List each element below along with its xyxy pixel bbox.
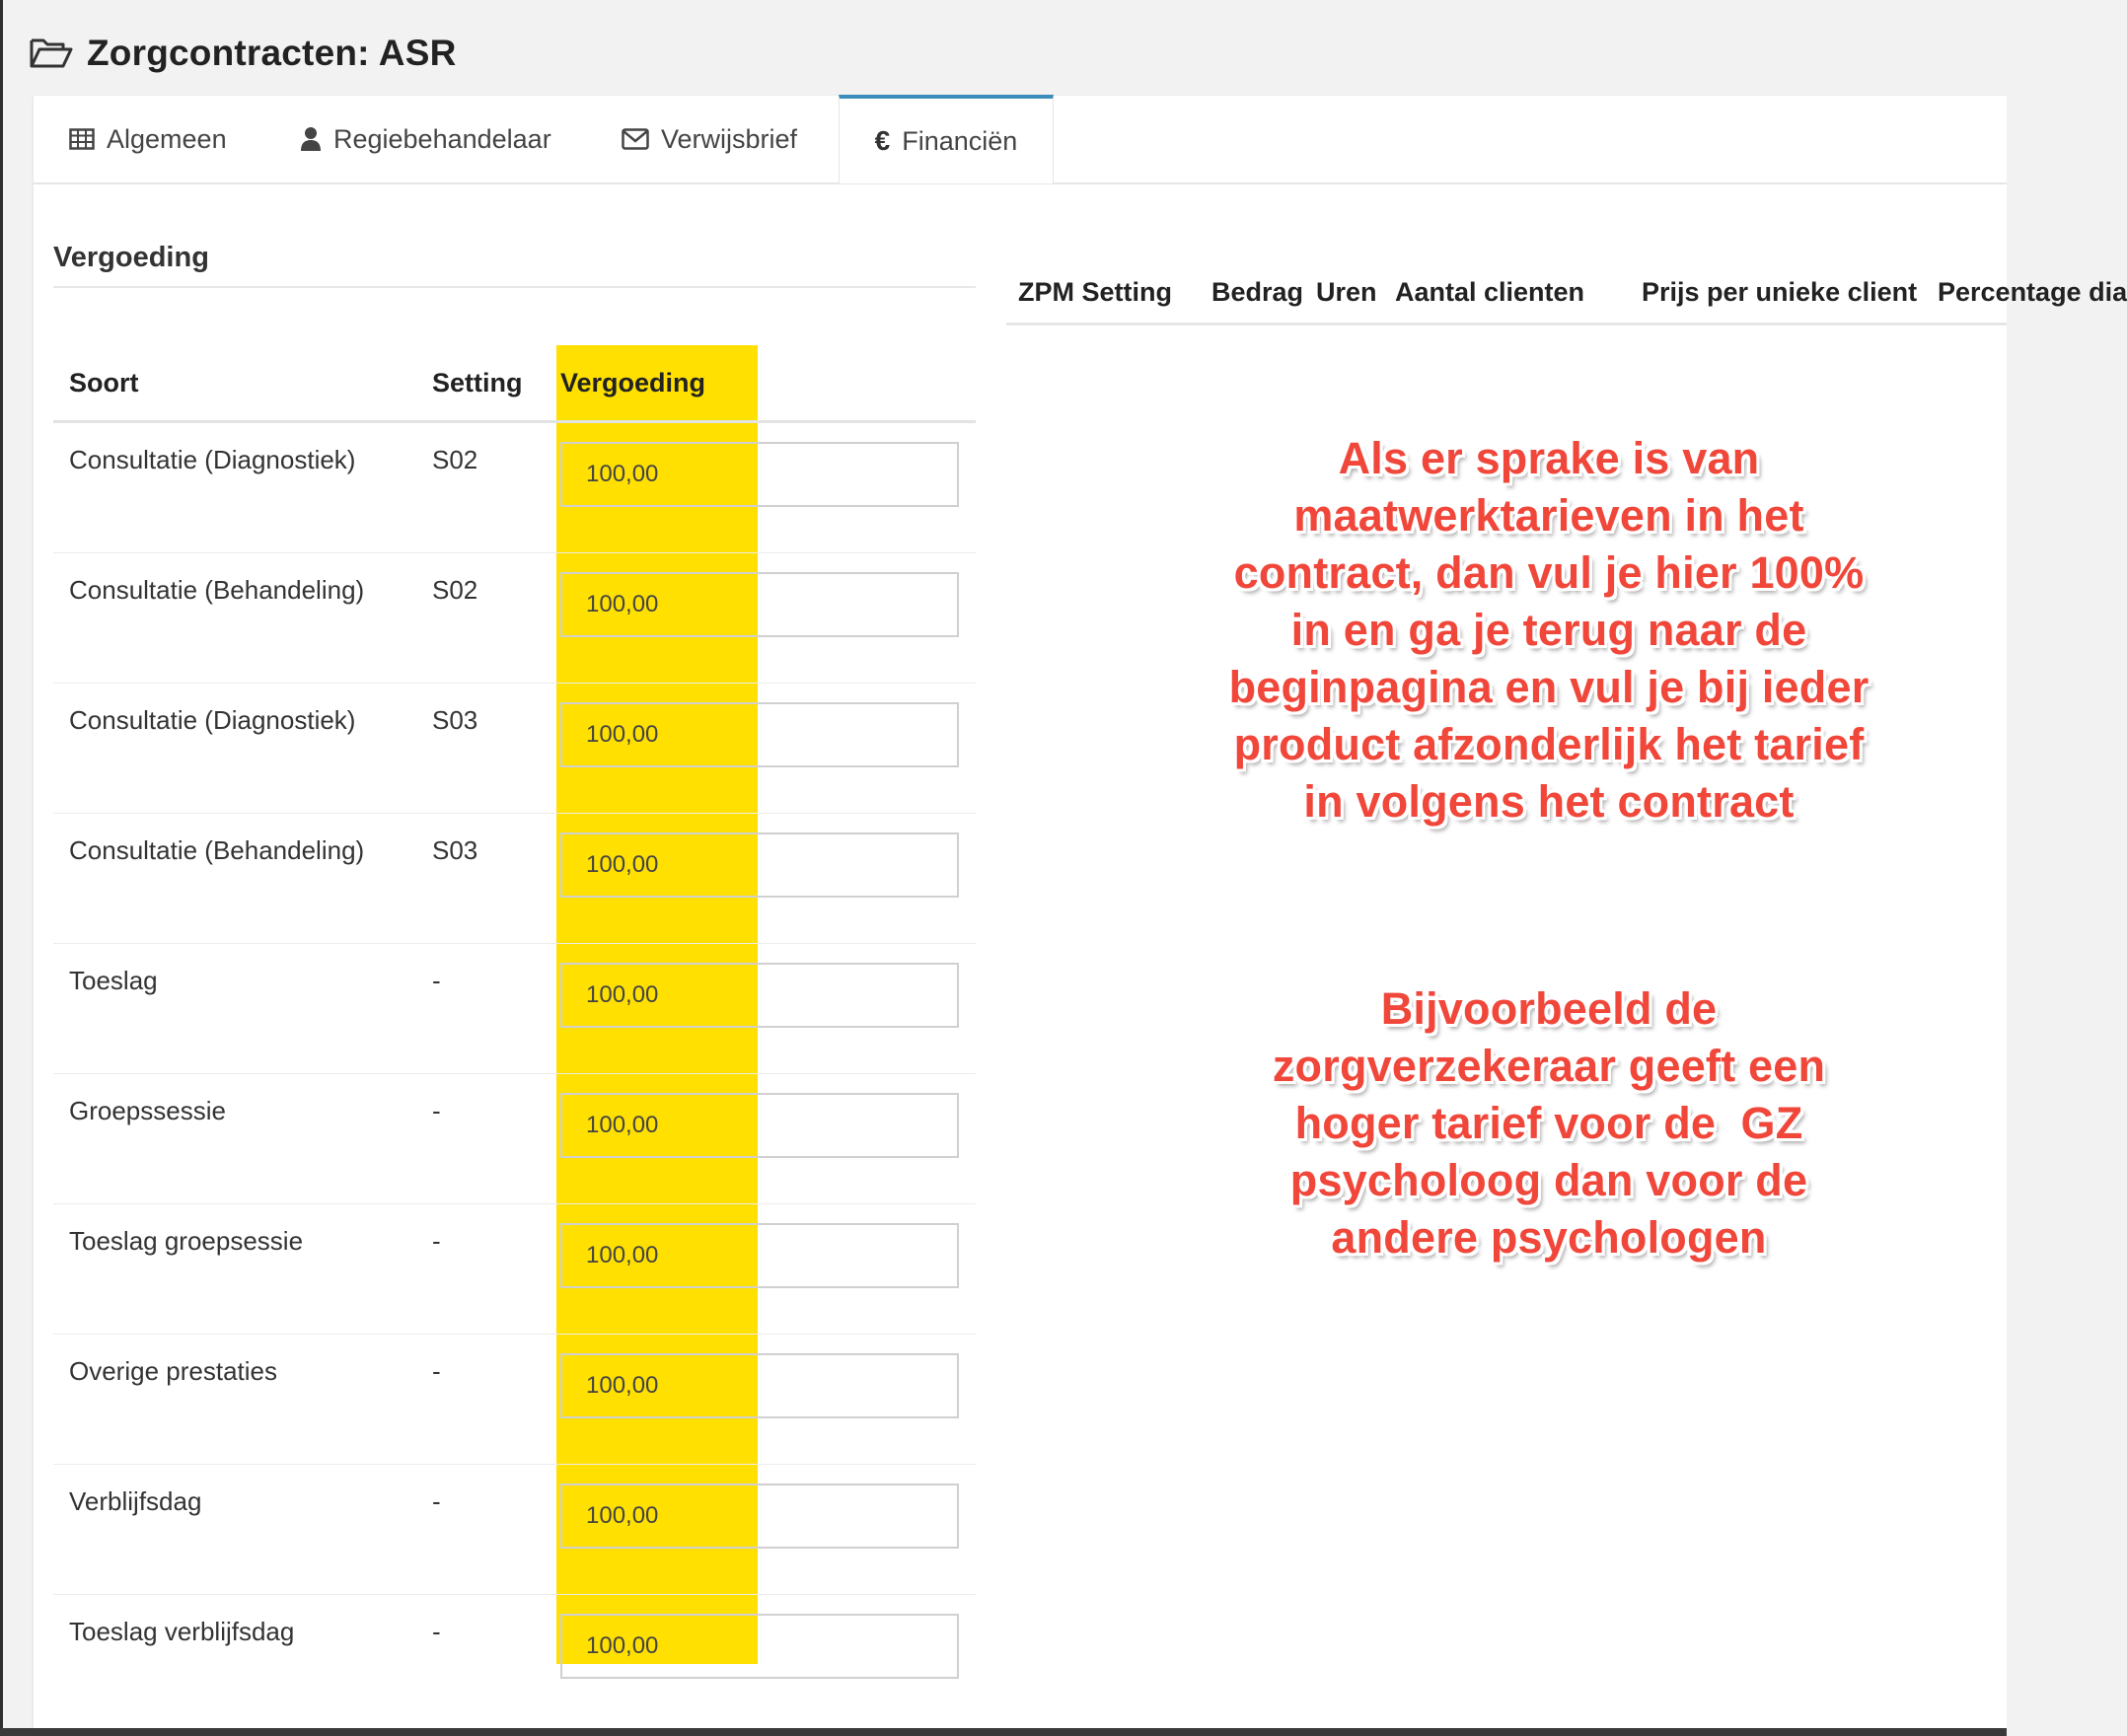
column-header-vergoeding: Vergoeding (560, 368, 706, 398)
tab-verwijsbrief[interactable] (622, 96, 797, 182)
column-header-bedrag: Bedrag (1211, 277, 1304, 307)
vergoeding-input[interactable] (560, 1614, 959, 1679)
vergoeding-input[interactable] (560, 572, 959, 637)
annotation-line: in en ga je terug naar de (1290, 605, 1807, 655)
table-row (53, 423, 976, 553)
annotation-line: psycholoog dan voor de (1289, 1155, 1808, 1205)
vergoeding-input[interactable] (560, 442, 959, 507)
annotation-line: Bijvoorbeeld de (1380, 983, 1718, 1034)
column-header-aantal-clienten: Aantal clienten (1395, 277, 1585, 307)
bottom-edge (0, 1728, 2007, 1736)
row-soort: Consultatie (Behandeling) (69, 835, 365, 865)
annotation-line: zorgverzekeraar geeft een (1272, 1041, 1826, 1091)
tab-regiebehandelaar-label: Regiebehandelaar (333, 123, 551, 154)
table-row (53, 1074, 976, 1204)
vergoeding-input[interactable] (560, 832, 959, 898)
tab-regiebehandelaar[interactable] (300, 96, 551, 182)
row-setting: - (432, 1096, 441, 1125)
row-setting: - (432, 1226, 441, 1256)
vergoeding-input[interactable] (560, 1483, 959, 1549)
annotation-line: in volgens het contract (1303, 776, 1795, 827)
tab-financien[interactable] (839, 95, 1054, 183)
table-icon (69, 128, 95, 150)
tab-verwijsbrief-label: Verwijsbrief (661, 123, 798, 154)
tab-bar (34, 96, 2007, 184)
row-soort: Consultatie (Diagnostiek) (69, 445, 356, 474)
table-row (53, 684, 976, 814)
user-icon (300, 126, 322, 152)
table-row (53, 1204, 976, 1335)
tab-algemeen-label: Algemeen (107, 123, 227, 154)
table-row (53, 1465, 976, 1595)
annotation-line: beginpagina en vul je bij ieder (1228, 662, 1870, 712)
row-setting: - (432, 1486, 441, 1516)
row-soort: Consultatie (Behandeling) (69, 575, 365, 605)
annotation-line: andere psychologen (1331, 1212, 1767, 1263)
section-divider (53, 286, 976, 288)
annotation-line: contract, dan vul je hier 100% (1233, 547, 1865, 598)
row-setting: S03 (432, 705, 478, 735)
tab-algemeen[interactable] (69, 96, 227, 182)
table-row (53, 1335, 976, 1465)
zpm-table-header (1006, 261, 2127, 326)
annotation-line: maatwerktarieven in het (1293, 490, 1804, 541)
row-soort: Groepssessie (69, 1096, 226, 1125)
column-header-soort: Soort (69, 368, 139, 398)
column-header-prijs-per-unieke-client: Prijs per unieke client (1642, 277, 1918, 307)
vergoeding-table-header (53, 345, 976, 423)
page-title: Zorgcontracten: ASR (87, 33, 457, 73)
column-header-setting: Setting (432, 368, 523, 398)
envelope-icon (622, 128, 649, 150)
euro-icon: € (874, 125, 891, 156)
vergoeding-input[interactable] (560, 963, 959, 1028)
annotation-maatwerktarieven (1115, 430, 1983, 831)
contract-panel (34, 96, 2127, 1736)
column-header-zpm-setting: ZPM Setting (1018, 277, 1172, 307)
row-soort: Verblijfsdag (69, 1486, 202, 1516)
row-soort: Overige prestaties (69, 1356, 277, 1386)
row-soort: Consultatie (Diagnostiek) (69, 705, 356, 735)
page-header (30, 24, 457, 83)
folder-open-icon (30, 36, 73, 70)
table-row (53, 944, 976, 1074)
row-soort: Toeslag (69, 966, 158, 995)
vergoeding-input[interactable] (560, 1093, 959, 1158)
annotation-line: product afzonderlijk het tarief (1233, 719, 1865, 769)
row-setting: S02 (432, 445, 478, 474)
vergoeding-input[interactable] (560, 702, 959, 767)
vergoeding-input[interactable] (560, 1353, 959, 1418)
annotation-line: Als er sprake is van (1338, 433, 1760, 483)
row-soort: Toeslag groepsessie (69, 1226, 304, 1256)
table-row (53, 814, 976, 944)
vergoeding-section-title: Vergoeding (53, 242, 209, 273)
annotation-voorbeeld (1115, 980, 1983, 1266)
tab-financien-label: Financiën (902, 125, 1018, 156)
table-row (53, 1595, 976, 1724)
row-soort: Toeslag verblijfsdag (69, 1617, 295, 1646)
row-setting: S03 (432, 835, 478, 865)
row-setting: S02 (432, 575, 478, 605)
row-setting: - (432, 1356, 441, 1386)
row-setting: - (432, 1617, 441, 1646)
column-header-uren: Uren (1316, 277, 1377, 307)
window-left-edge (0, 0, 3, 1736)
vergoeding-table (53, 345, 976, 1724)
annotation-line: hoger tarief voor de GZ (1294, 1098, 1803, 1148)
table-row (53, 553, 976, 684)
column-header-percentage: Percentage dia (1938, 277, 2127, 307)
row-setting: - (432, 966, 441, 995)
vergoeding-input[interactable] (560, 1223, 959, 1288)
